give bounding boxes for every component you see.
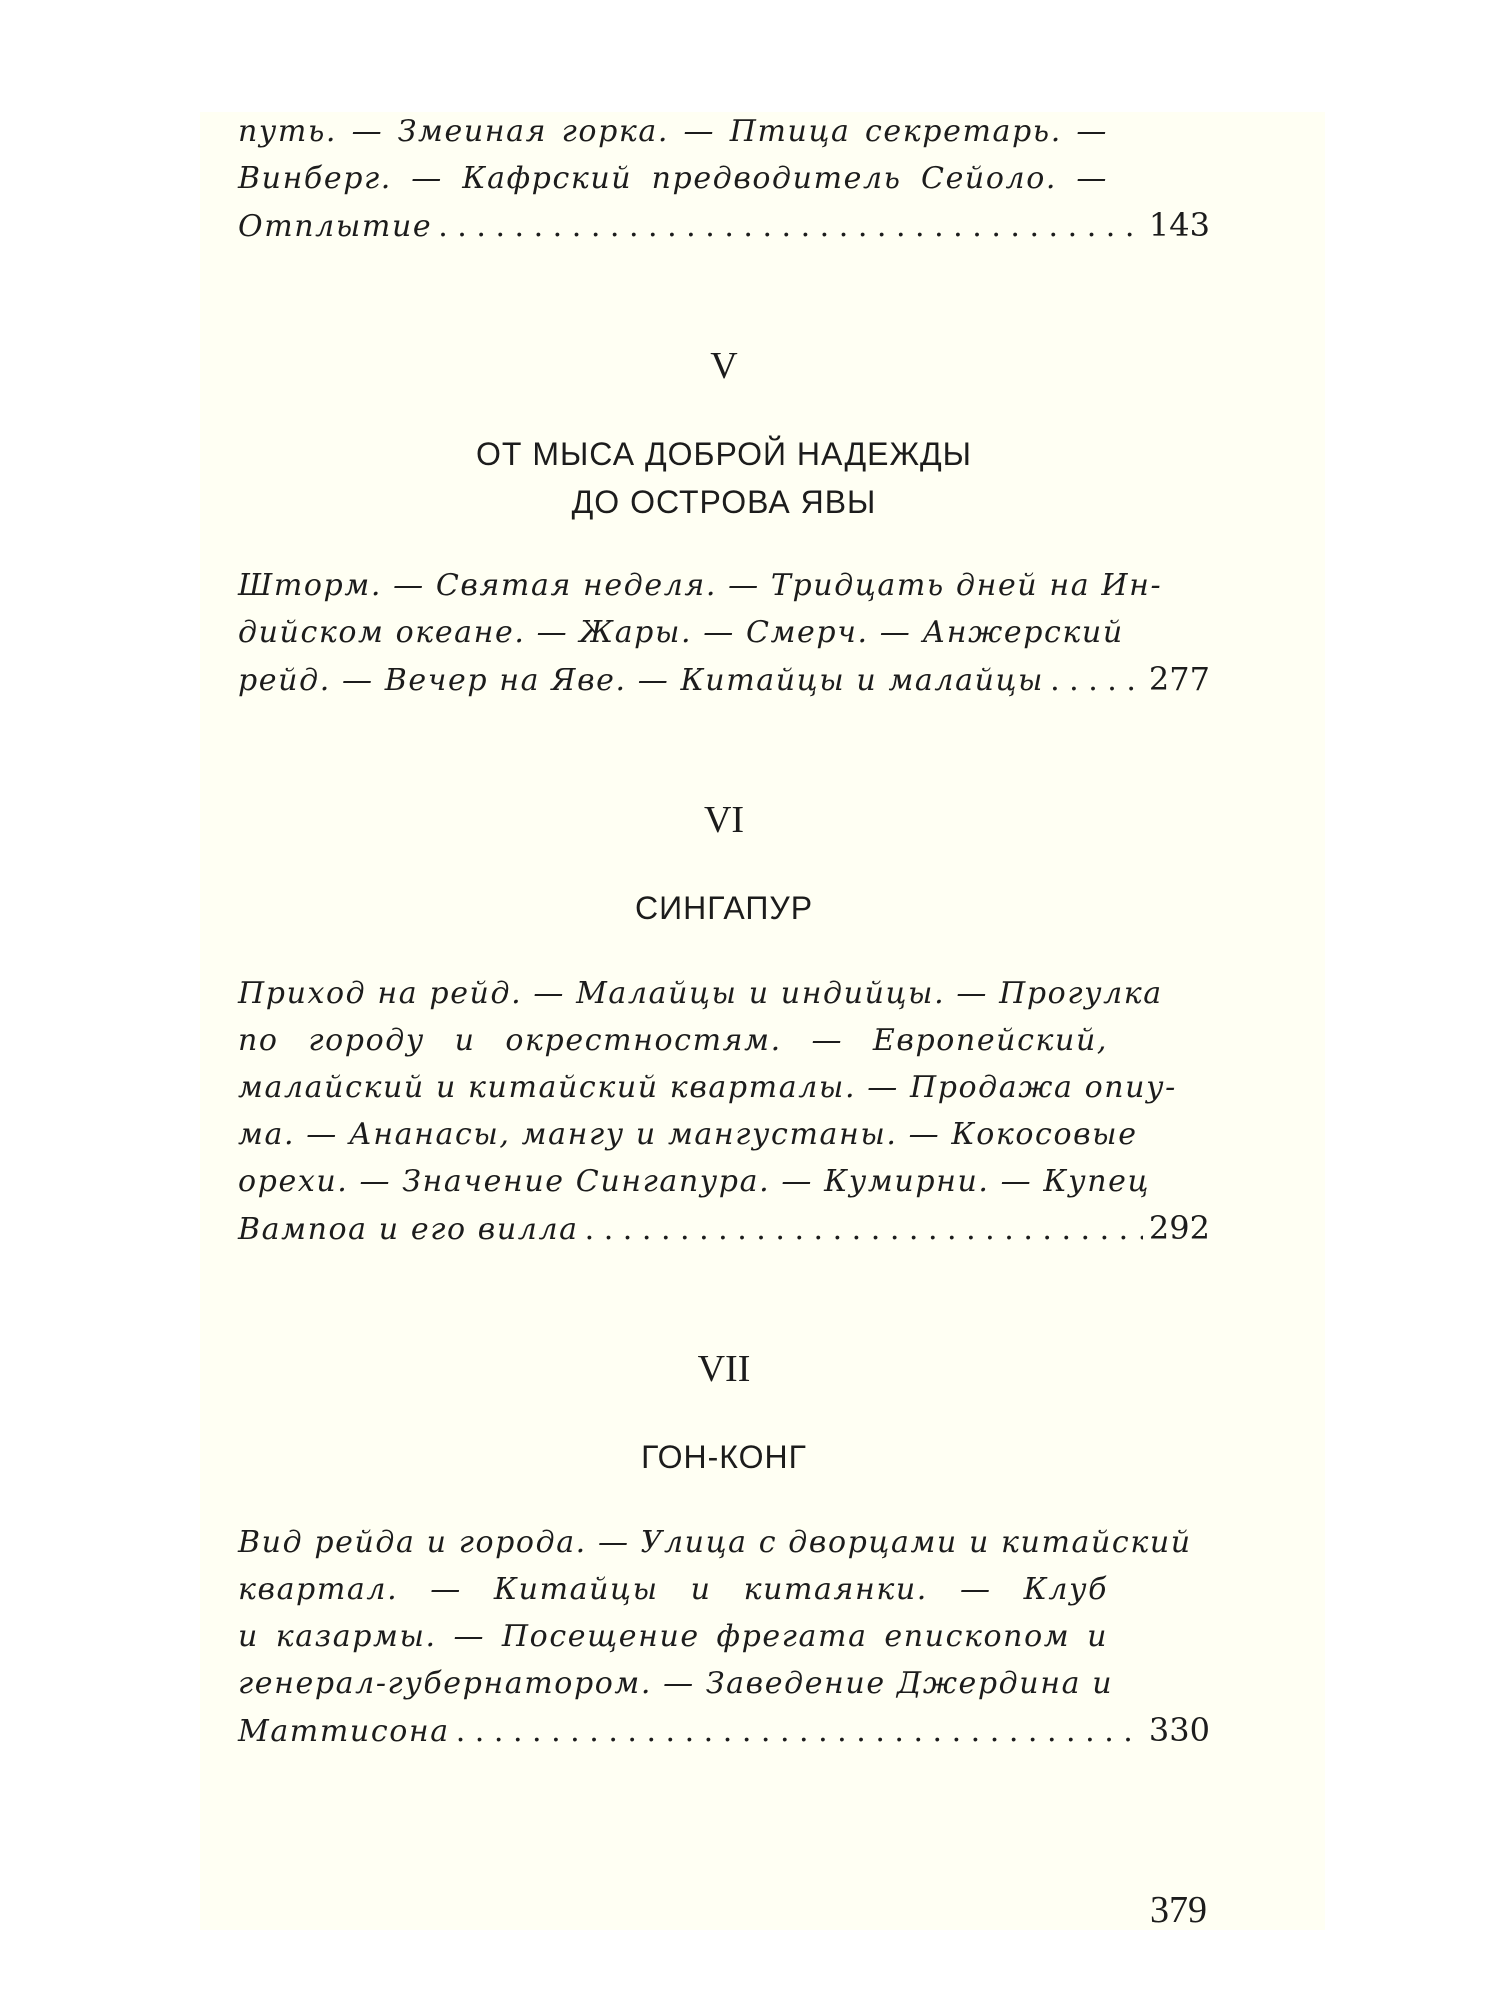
entry-last-line: [238, 1205, 1210, 1253]
dot-leader: [438, 203, 1143, 250]
entry-text: Отплытие: [238, 209, 433, 244]
entry-line: и казармы. — Посещение фрегата епископом и: [238, 1619, 1108, 1654]
entry-line: Вид рейда и города. — Улица с дворцами и китайский: [238, 1525, 1192, 1560]
entry-last-line: [238, 202, 1210, 250]
chapter-title-line: СИНГАПУР: [634, 890, 814, 926]
chapter-numeral: VII: [697, 1348, 751, 1390]
entry-line: Винберг. — Кафрский предводитель Сейоло. —: [238, 161, 1108, 196]
entry-text: Вампоа и его вилла: [238, 1212, 579, 1247]
entry-line: дийском океане. — Жары. — Смерч. — Анжерский: [238, 615, 1124, 650]
entry-line: Приход на рейд. — Малайцы и индийцы. — Прогулка: [238, 976, 1163, 1011]
entry-line: орехи. — Значение Сингапура. — Кумирни. — Купец: [238, 1164, 1151, 1199]
toc-entry-chapter-5: [238, 562, 1210, 704]
entry-line: квартал. — Китайцы и китаянки. — Клуб: [238, 1572, 1108, 1607]
chapter-title-line: ДО ОСТРОВА ЯВЫ: [571, 484, 877, 520]
entry-line: малайский и китайский кварталы. — Продажа опиу-: [238, 1070, 1177, 1105]
page-reference: 330: [1148, 1711, 1210, 1749]
chapter-numeral: VI: [703, 799, 745, 841]
chapter-numeral: V: [710, 345, 738, 387]
page-reference: 143: [1148, 206, 1210, 244]
entry-line: ма. — Ананасы, мангу и мангустаны. — Кокосовые: [238, 1117, 1138, 1152]
toc-entry-continuation: [238, 108, 1210, 250]
dot-leader: [456, 1708, 1143, 1755]
toc-entry-chapter-6: [238, 970, 1210, 1253]
dot-leader: [1050, 657, 1143, 704]
entry-text: рейд. — Вечер на Яве. — Китайцы и малайцы: [238, 663, 1045, 698]
dot-leader: [585, 1206, 1143, 1253]
toc-content: [238, 108, 1210, 1755]
chapter-title-line: ОТ МЫСА ДОБРОЙ НАДЕЖДЫ: [475, 436, 972, 472]
entry-line: путь. — Змеиная горка. — Птица секретарь. —: [238, 114, 1108, 149]
chapter-title: [238, 884, 1210, 932]
entry-line: по городу и окрестностям. — Европейский,: [238, 1023, 1108, 1058]
entry-last-line: [238, 1707, 1210, 1755]
entry-text: Маттисона: [238, 1714, 450, 1749]
chapter-title-line: ГОН-КОНГ: [641, 1439, 807, 1475]
page-reference: 292: [1148, 1209, 1210, 1247]
page-number: 379: [1150, 1889, 1207, 1931]
entry-line: генерал-губернатором. — Заведение Джердина и: [238, 1666, 1114, 1701]
chapter-title: [238, 430, 1210, 526]
entry-line: Шторм. — Святая неделя. — Тридцать дней на Ин-: [238, 568, 1163, 603]
toc-entry-chapter-7: [238, 1519, 1210, 1755]
entry-last-line: [238, 656, 1210, 704]
chapter-title: [238, 1433, 1210, 1481]
page-reference: 277: [1148, 660, 1210, 698]
